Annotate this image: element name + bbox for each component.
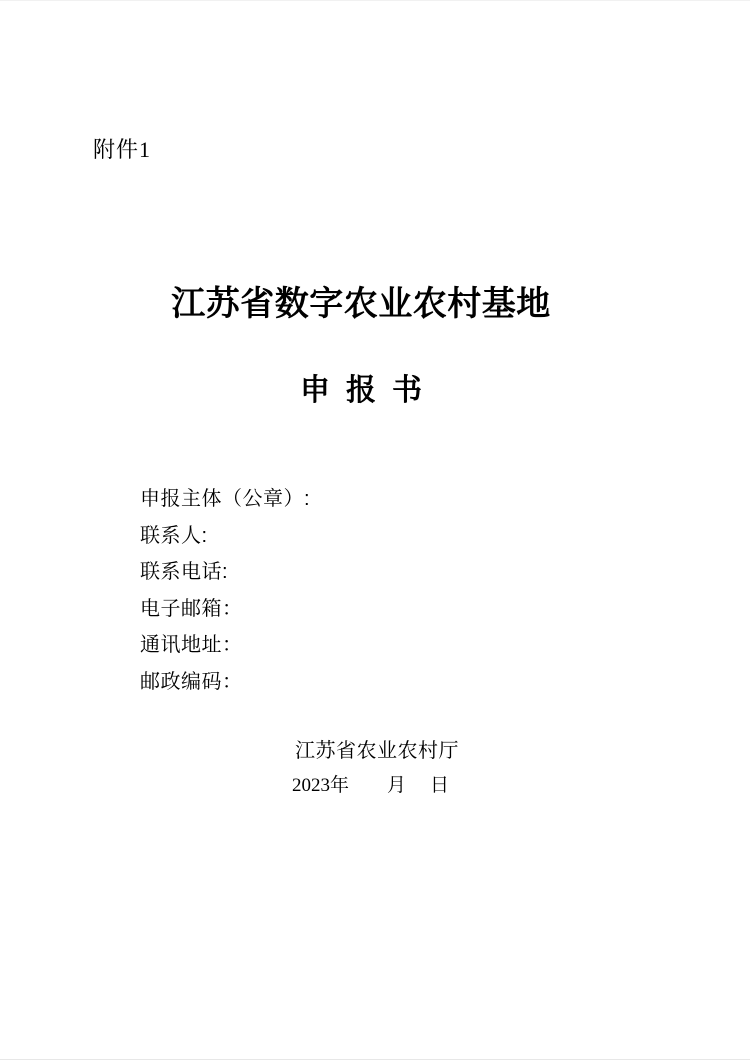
field-email: 电子邮箱：: [140, 597, 243, 620]
date-line: [292, 775, 449, 797]
field-postal-code: 邮政编码：: [140, 670, 243, 693]
date-month: 月: [387, 775, 407, 796]
field-mailing-address: 通讯地址：: [140, 634, 243, 656]
field-contact-person: 联系人:: [140, 524, 208, 547]
field-applicant-entity: 申报主体（公章）:: [140, 488, 311, 510]
attachment-label: 附件1: [93, 137, 152, 162]
applicant-info-fields: [140, 481, 310, 700]
field-contact-phone: 联系电话:: [140, 561, 229, 583]
date-day: 日: [430, 775, 450, 796]
date-year: 2023年: [292, 775, 350, 796]
document-subtitle: 申报书: [300, 374, 438, 407]
document-title: 江苏省数字农业农村基地: [171, 286, 551, 323]
issuing-organization: 江苏省农业农村厅: [295, 740, 459, 762]
